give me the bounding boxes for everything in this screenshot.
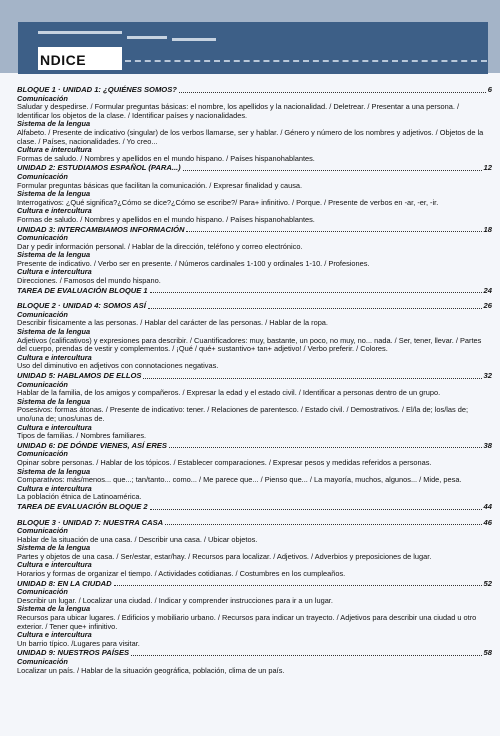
section-label: Sistema de la lengua: [17, 466, 91, 476]
section-description: Opinar sobre personas. / Hablar de los tópicos. / Establecer comparaciones. / Expresar pesos y medidas referidos a personas.: [17, 457, 432, 467]
toc-entry-title: UNIDAD 6: DE DÓNDE VIENES, ASÍ ERES: [17, 440, 167, 450]
dot-leader: [186, 231, 481, 232]
section-description: Un barrio típico. /Lugares para visitar.: [17, 638, 140, 648]
section-label: Cultura e interculturа: [17, 145, 92, 155]
section-label: Comunicación: [17, 309, 68, 319]
toc-entry[interactable]: [17, 226, 492, 235]
toc-page-number: 32: [483, 371, 492, 380]
section-description: Interrogativos: ¿Qué significa?¿Cómo se dice?¿Cómo se escribe?/ Para+ infinitivo. / Porque. / Presente de verbos en -ar, -er, -ir.: [17, 197, 439, 207]
toc-entry-title: UNIDAD 2: ESTUDIAMOS ESPAÑOL (PARA...): [17, 163, 181, 173]
section-label: Comunicación: [17, 171, 68, 181]
toc-entry[interactable]: [17, 503, 492, 512]
block-spacer: [17, 512, 492, 518]
dot-leader: [143, 378, 481, 379]
section-label: Comunicación: [17, 657, 68, 666]
toc-page-number: 6: [487, 85, 492, 94]
toc-entry[interactable]: [17, 442, 492, 451]
toc-entry[interactable]: [17, 302, 492, 311]
section-description: Horarios y formas de organizar el tiempo. / Actividades cotidianas. / Costumbres en los cumpleaños.: [17, 569, 346, 579]
dot-leader: [179, 92, 486, 93]
toc-page-number: 58: [483, 648, 492, 658]
section-description: Adjetivos (calificativos) y expresiones para describir. / Cuantificadores: muy, bastante, un poco, no muy, no... nada. / Ser, tener, llevar. / Partes del cuerpo, prendas de vestir y complementos. / ¡Qué / qué+ sustantivo+ tan+ adjetivo! / Verbo preferir. / Colores.: [17, 335, 482, 354]
header-decor-bar: [172, 38, 216, 41]
section-description: Hablar de la situación de una casa. / Describir una casa. / Ubicar objetos.: [17, 534, 258, 544]
section-label: Comunicación: [17, 93, 68, 103]
section-label: Sistema de la lengua: [17, 250, 91, 260]
toc-entry-title: UNIDAD 5: HABLAMOS DE ELLOS: [17, 371, 142, 380]
section-label: Cultura e interculturа: [17, 630, 92, 640]
toc-page-number: 44: [483, 501, 492, 511]
section-label: Cultura e interculturа: [17, 267, 92, 277]
toc-page-number: 52: [483, 578, 492, 588]
section-description: Saludar y despedirse. / Formular preguntas básicas: el nombre, los apellidos y la nacionalidad. / Deletrear. / Presentar a una persona. / Identificar los objetos de la clase. / Identificar países y nacionalidades.: [17, 102, 460, 120]
toc-entry-title: BLOQUE 1 · UNIDAD 1: ¿QUIÉNES SOMOS?: [17, 85, 177, 94]
section-label: Cultura e interculturа: [17, 560, 92, 570]
section-label: Comunicación: [17, 233, 68, 243]
toc-entry-title: TAREA DE EVALUACIÓN BLOQUE 2: [17, 501, 148, 511]
section-label: Sistema de la lengua: [17, 189, 91, 199]
section-label: Cultura e interculturа: [17, 206, 92, 216]
section-label: Sistema de la lengua: [17, 119, 91, 129]
section-label: Comunicación: [17, 449, 68, 459]
dot-leader: [169, 447, 482, 448]
toc-entry[interactable]: [17, 287, 492, 296]
toc-page-number: 18: [483, 224, 492, 234]
toc-entry-title: UNIDAD 9: NUESTROS PAÍSES: [17, 648, 130, 658]
section-label: Cultura e interculturа: [17, 352, 92, 362]
section-description: Formular preguntas básicas que facilitan la comunicación. / Expresar finalidad y causa.: [17, 180, 303, 190]
toc-page-number: 26: [483, 301, 492, 311]
toc-entry[interactable]: [17, 164, 492, 173]
toc-entry[interactable]: [17, 519, 492, 528]
section-description: Formas de saludo. / Nombres y apellidos en el mundo hispano. / Países hispanohablantes.: [17, 214, 315, 224]
toc-entry[interactable]: [17, 580, 492, 589]
section-description: Hablar de la familia, de los amigos y compañeros. / Expresar la edad y el estado civil. / Identificar a personas dentro de un grupo.: [17, 388, 441, 398]
section-description: Partes y objetos de una casa. / Ser/estar, estar/hay. / Recursos para localizar. / Adjetivos. / Adverbios y preposiciones de lugar.: [17, 551, 432, 561]
section-description: Dar y pedir información personal. / Hablar de la dirección, teléfono y correo electrónico.: [17, 241, 303, 251]
section-label: Sistema de la lengua: [17, 327, 91, 337]
toc-entry[interactable]: [17, 86, 492, 95]
section-label: Comunicación: [17, 587, 68, 597]
toc-entry-title: UNIDAD 3: INTERCAMBIAMOS INFORMACIÓN: [17, 224, 185, 234]
section-description: Tipos de familias. / Nombres familiares.: [17, 431, 147, 441]
section-description: La población étnica de Latinoamérica.: [17, 492, 142, 502]
section-label: Sistema de la lengua: [17, 604, 91, 614]
header-decor-bar: [38, 31, 122, 34]
section-label: Sistema de la lengua: [17, 543, 91, 553]
toc-entry-title: BLOQUE 3 · UNIDAD 7: NUESTRA CASA: [17, 517, 164, 527]
section-description: Describir un lugar. / Localizar una ciudad. / Indicar y comprender instrucciones para ir a un lugar.: [17, 595, 333, 605]
toc-page-number: 24: [483, 285, 492, 295]
dot-leader: [148, 308, 482, 309]
toc-entry[interactable]: [17, 372, 492, 381]
section-description: Direcciones. / Famosos del mundo hispano.: [17, 276, 161, 286]
dot-leader: [131, 655, 481, 656]
dot-leader: [150, 292, 482, 293]
section-description: Localizar un país. / Hablar de la situación geográfica, población, clima de un país.: [17, 665, 285, 675]
section-label: Cultura e interculturа: [17, 422, 92, 432]
section-label: Sistema de la lengua: [17, 396, 91, 406]
page-title: NDICE: [40, 52, 87, 68]
toc-entry-title: TAREA DE EVALUACIÓN BLOQUE 1: [17, 285, 148, 295]
toc-page-number: 38: [483, 440, 492, 450]
section-description: Presente de indicativo. / Verbo ser en presente. / Números cardinales 1-100 y ordinales 1-10. / Profesiones.: [17, 258, 370, 268]
section-description: Posesivos: formas átonas. / Presente de indicativo: tener. / Relaciones de parentesco. / Estado civil. / Demostrativos. / El/la de; los/las de; uno/una de; unos/unas de.: [17, 405, 469, 423]
section-description: Comparativos: más/menos... que...; tan/tanto... como... / Me parece que... / Pienso que... / La mayoría, muchos, algunos... / Mide, pesa.: [17, 475, 462, 485]
toc-page-number: 12: [483, 163, 492, 173]
table-of-contents: [17, 85, 492, 675]
section-description: Uso del diminutivo en adjetivos con connotaciones negativas.: [17, 361, 219, 371]
section-description: Recursos para ubicar lugares. / Edificios y mobiliario urbano. / Recursos para indicar un trayecto. / Adjetivos para describir una ciudad u otro exterior. / Tener que+ infinitivo.: [17, 613, 477, 631]
dot-leader: [183, 170, 482, 171]
section-description: Formas de saludo. / Nombres y apellidos en el mundo hispano. / Países hispanohablantes.: [17, 153, 315, 163]
toc-entry-title: UNIDAD 8: EN LA CIUDAD: [17, 578, 112, 588]
section-description: Describir físicamente a las personas. / Hablar del carácter de las personas. / Hablar de la ropa.: [17, 318, 328, 328]
dot-leader: [165, 524, 481, 525]
section-description: Alfabeto. / Presente de indicativo (singular) de los verbos llamarse, ser y hablar. / Género y número de los nombres y adjetivos. / Objetos de la clase. / Países, nacionalidades. / Yo creo...: [17, 127, 484, 146]
toc-page-number: 46: [483, 517, 492, 527]
dot-leader: [114, 585, 482, 586]
title-dashed-rule: [125, 60, 487, 62]
header-decor-bar: [127, 36, 167, 39]
section-label: Cultura e interculturа: [17, 483, 92, 493]
toc-entry[interactable]: [17, 649, 492, 658]
section-label: Comunicación: [17, 379, 68, 389]
toc-entry-title: BLOQUE 2 · UNIDAD 4: SOMOS ASÍ: [17, 301, 146, 311]
section-label: Comunicación: [17, 526, 68, 536]
dot-leader: [150, 509, 482, 510]
